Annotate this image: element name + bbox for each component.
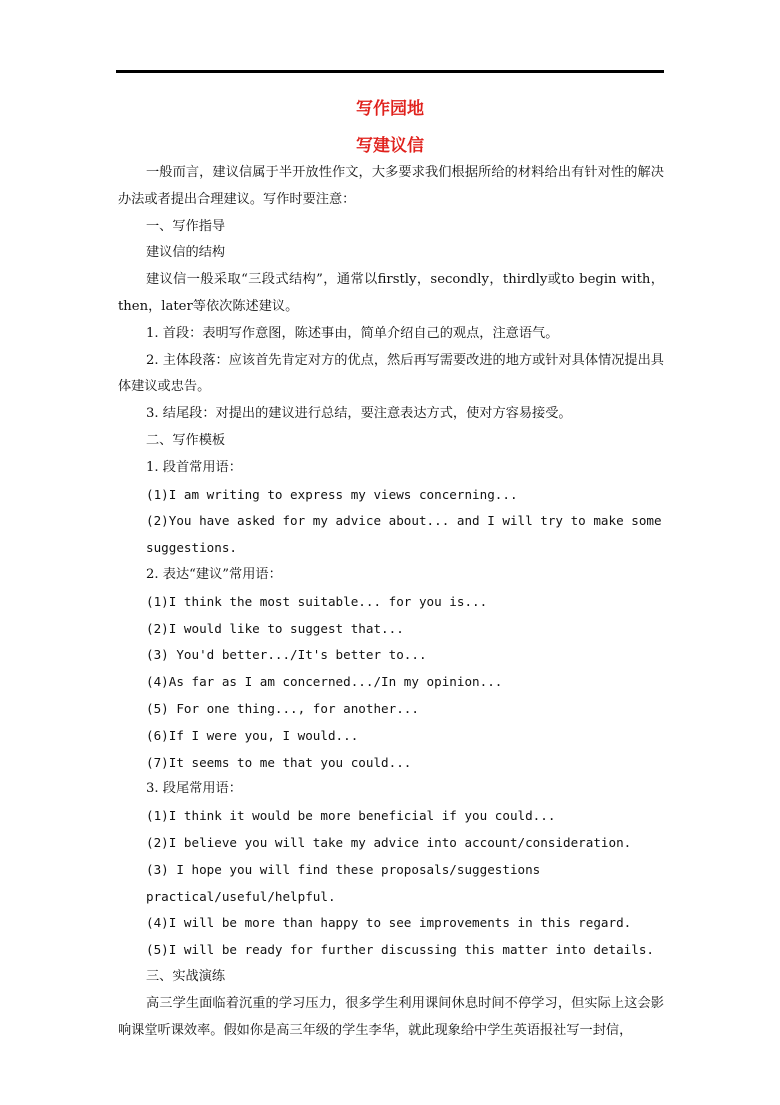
list-item: 2. 主体段落：应该首先肯定对方的优点，然后再写需要改进的地方或针对具体情况提出具体建议或忠告。 (118, 352, 664, 395)
exercise-paragraph: 高三学生面临着沉重的学习压力，很多学生利用课间休息时间不停学习，但实际上这会影响课堂听课效率。假如你是高三年级的学生李华，就此现象给中学生英语报社写一封信， (118, 995, 664, 1038)
document-body (118, 160, 664, 1044)
phrase-item: (4)As far as I am concerned.../In my opinion... (146, 674, 503, 690)
header-rule (116, 70, 664, 73)
phrase-item: (2)You have asked for my advice about... and I will try to make some suggestions. (146, 513, 662, 556)
phrase-item: (1)I think it would be more beneficial if you could... (146, 808, 556, 824)
page-title: 写作园地 (356, 99, 424, 119)
phrase-item: (6)If I were you, I would... (146, 727, 359, 743)
subheading: 建议信的结构 (146, 245, 226, 261)
phrase-item: (1)I think the most suitable... for you is... (146, 593, 488, 609)
paragraph: 建议信一般采取“三段式结构”，通常以firstly，secondly，thirdly或to begin with，then，later等依次陈述建议。 (118, 272, 664, 314)
intro-paragraph: 一般而言，建议信属于半开放性作文，大多要求我们根据所给的材料给出有针对性的解决办法或者提出合理建议。写作时要注意： (118, 165, 664, 207)
list-item: 3. 段尾常用语： (146, 781, 242, 797)
section-heading: 一、写作指导 (146, 218, 226, 234)
list-item: 3. 结尾段：对提出的建议进行总结，要注意表达方式，使对方容易接受。 (146, 406, 572, 422)
phrase-item: (7)It seems to me that you could... (146, 754, 412, 770)
phrase-item: (3) You'd better.../It's better to... (146, 647, 427, 663)
phrase-item: (5) For one thing..., for another... (146, 700, 419, 716)
phrase-item: (4)I will be more than happy to see improvements in this regard. (146, 915, 632, 931)
list-item: 1. 首段：表明写作意图，陈述事由，简单介绍自己的观点，注意语气。 (146, 325, 559, 341)
section-heading: 三、实战演练 (146, 968, 226, 984)
list-item: 1. 段首常用语： (146, 459, 242, 475)
section-heading: 二、写作模板 (146, 432, 226, 448)
phrase-item: (5)I will be ready for further discussing this matter into details. (146, 942, 654, 958)
phrase-item: (1)I am writing to express my views concerning... (146, 486, 518, 502)
phrase-item: (2)I believe you will take my advice into account/consideration. (146, 834, 632, 850)
list-item: 2. 表达“建议”常用语： (146, 566, 282, 582)
page-subtitle: 写建议信 (356, 136, 424, 156)
phrase-item: (3) I hope you will find these proposals/suggestions practical/useful/helpful. (146, 861, 541, 904)
phrase-item: (2)I would like to suggest that... (146, 620, 404, 636)
